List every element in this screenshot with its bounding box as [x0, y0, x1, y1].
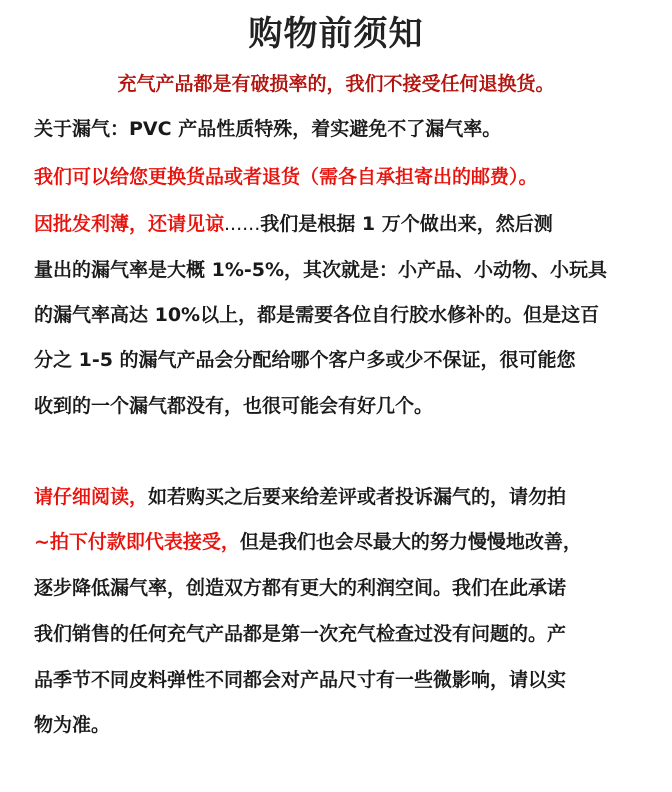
para1-dots: ...... — [224, 213, 261, 235]
para1-line2: 量出的漏气率是大概 1%-5%，其次就是：小产品、小动物、小玩具 — [34, 259, 608, 281]
para1-line1-rest: 我们是根据 1 万个做出来，然后测 — [260, 213, 553, 235]
para1-line3: 的漏气率高达 10%以上，都是需要各位自行胶水修补的。但是这百 — [34, 304, 600, 326]
para2-lead: 请仔细阅读， — [34, 486, 149, 508]
no-return-notice: 充气产品都是有破损率的，我们不接受任何退换货。 — [117, 73, 555, 95]
para1-line4: 分之 1-5 的漏气产品会分配给哪个客户多或少不保证，很可能您 — [34, 349, 576, 371]
para2-line3: 逐步降低漏气率，创造双方都有更大的利润空间。我们在此承诺 — [34, 577, 567, 599]
page-title: 购物前须知 — [248, 14, 424, 54]
para1-lead: 因批发利薄，还请见谅 — [34, 213, 225, 235]
para2-line1 — [34, 483, 646, 511]
para2-line1-rest: 如若购买之后要来给差评或者投诉漏气的，请勿拍 — [148, 486, 567, 508]
para2-line4: 我们销售的任何充气产品都是第一次充气检查过没有问题的。产 — [34, 623, 567, 645]
para2-line6: 物为准。 — [34, 714, 111, 736]
para1-line5: 收到的一个漏气都没有，也很可能会有好几个。 — [34, 395, 434, 417]
pvc-leak-note: 关于漏气：PVC 产品性质特殊，着实避免不了漏气率。 — [34, 118, 502, 140]
para2-line2 — [34, 528, 646, 556]
para2-line5: 品季节不同皮料弹性不同都会对产品尺寸有一些微影响，请以实 — [34, 669, 567, 691]
exchange-policy: 我们可以给您更换货品或者退货（需各自承担寄出的邮费）。 — [34, 166, 538, 188]
para1-line1 — [34, 210, 646, 238]
para2-accept-note: ~拍下付款即代表接受， — [34, 531, 240, 553]
para2-line2-rest: 但是我们也会尽最大的努力慢慢地改善， — [239, 531, 582, 553]
